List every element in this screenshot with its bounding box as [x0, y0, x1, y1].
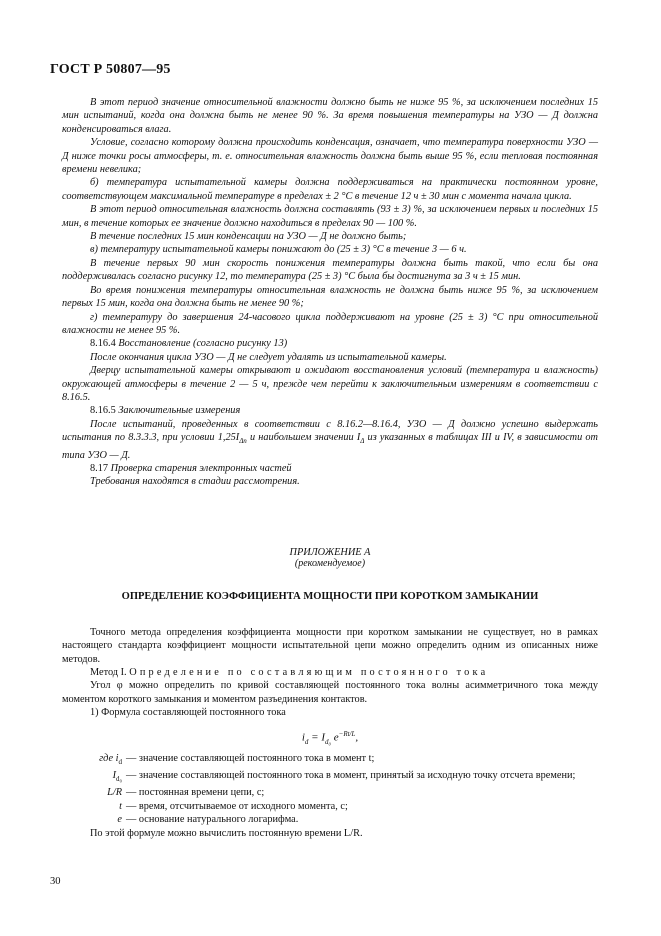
- subscript: Δ: [360, 437, 365, 446]
- formula-exponent: −Rt/L: [338, 729, 356, 738]
- paragraph: Дверцу испытательной камеры открывают и ожидают восстановления условий (температура и влажность) окружающей атмосферы в течение 2 — 5 ч, прежде чем перейти к заключительным измерениям в соответствии с 8.16.5.: [62, 365, 598, 403]
- section-title: Восстановление (согласно рисунку 13): [118, 338, 288, 350]
- paragraph: По этой формуле можно вычислить постоянную времени L/R.: [90, 827, 363, 839]
- text-run: После испытаний, проведенных в соответствии с 8.16.2—8.16.4, УЗО — Д должно успешно выдержать испытания по 8.3.3.3, при условии 1,25I: [62, 418, 598, 444]
- paragraph: В течение первых 90 мин скорость понижения температуры должна быть такой, что если бы она поддерживалась согласно рисунку 12, то температура (25 ± 3) °С была бы достигнута за 3 ч ± 15 мин.: [62, 257, 598, 283]
- section-8-16-4-heading: [62, 337, 598, 350]
- term-text: где i: [99, 752, 119, 764]
- paragraph: Во время понижения температуры относительная влажность не должна быть ниже 95 %, за исключением первых 15 мин, когда она должна быть не менее 90 %;: [62, 284, 598, 310]
- section-8-16-5-heading: [62, 404, 598, 417]
- paragraph: г) температуру до завершения 24-часового цикла поддерживают на уровне (25 ± 3) °С при относительной влажности не менее 95 %.: [62, 311, 598, 336]
- section-number: 8.16.5: [90, 405, 116, 417]
- formula-subscript: d₀: [325, 737, 331, 746]
- definition-row: [62, 786, 598, 799]
- paragraph: б) температура испытательной камеры должна поддерживаться на практически постоянном уровне, соответствующем максимальной температуре в пределах ± 2 °С в течение 12 ч ± 30 мин с момента начала цикла.: [62, 177, 598, 202]
- definition-text: — время, отсчитываемое от исходного момента, с;: [126, 800, 348, 812]
- definition-text: — значение составляющей постоянного тока в момент t;: [126, 752, 375, 764]
- paragraph-final-measurements: [62, 418, 598, 462]
- paragraph: Требования находятся в стадии рассмотрения.: [90, 476, 300, 488]
- formula-part: ,: [355, 731, 359, 744]
- formula-part: e: [330, 731, 339, 744]
- paragraph: В этот период относительная влажность должна составлять (93 ± 3) %, за исключением первых и последних 15 мин, в течение которых ее значение должно находиться в пределах 90 — 100 %.: [62, 204, 598, 229]
- paragraph: в) температуру испытательной камеры понижают до (25 ± 3) °С в течение 3 — 6 ч.: [90, 244, 467, 256]
- paragraph: 1) Формула составляющей постоянного тока: [90, 707, 286, 719]
- appendix-title: ПРИЛОЖЕНИЕ А: [289, 546, 371, 558]
- formula: [62, 730, 598, 746]
- definition-text: — постоянная времени цепи, с;: [126, 787, 265, 799]
- appendix-body: [62, 626, 598, 840]
- term-text: e: [117, 814, 122, 826]
- formula-subscript: d: [304, 737, 309, 746]
- section-number: 8.17: [90, 463, 109, 475]
- definitions-list: [62, 752, 598, 827]
- test-conditions-block: [62, 96, 598, 337]
- section-title: Проверка старения электронных частей: [110, 463, 292, 475]
- definition-text: — основание натурального логарифма.: [126, 814, 299, 826]
- definition-term: [62, 800, 126, 813]
- definition-row: [62, 752, 598, 769]
- section-8-17-heading: [62, 462, 598, 475]
- section-number: 8.16.4: [90, 338, 116, 350]
- term-text: t: [119, 800, 122, 812]
- definition-row: [62, 800, 598, 813]
- term-text: I: [112, 769, 117, 781]
- text-run: из указанных в таблицах III и IV, в зависимости от типа УЗО — Д.: [62, 432, 598, 461]
- text-run: и наибольшем значении I: [246, 432, 361, 444]
- paragraph: Условие, согласно которому должна происходить конденсация, означает, что температура поверхности УЗО — Д ниже точки росы атмосферы, т. е. относительная влажность должна быть выше 95 %, если тепловая постоянная времени невелика;: [62, 137, 598, 176]
- page-number: 30: [50, 876, 61, 887]
- section-title: Заключительные измерения: [118, 405, 241, 417]
- document-header: ГОСТ Р 50807—95: [50, 62, 171, 77]
- definition-text: — значение составляющей постоянного тока в момент, принятый за исходную точку отсчета времени;: [126, 769, 576, 781]
- page-body: [62, 96, 598, 840]
- method-title: Определение по составляющим постоянного тока: [129, 667, 489, 679]
- paragraph: После окончания цикла УЗО — Д не следует удалять из испытательной камеры.: [90, 351, 447, 363]
- definition-term: [62, 786, 126, 799]
- definition-row: [62, 769, 598, 786]
- term-subscript: d: [118, 757, 122, 766]
- definition-term: [62, 752, 126, 769]
- paragraph: Угол φ можно определить по кривой составляющей постоянного тока волны асимметричного тока между моментом короткого замыкания и моментом разъединения контактов.: [62, 680, 598, 705]
- appendix-subtitle: (рекомендуемое): [294, 557, 366, 569]
- paragraph: В течение последних 15 мин конденсации на УЗО — Д не должно быть;: [90, 231, 407, 243]
- formula-part: = I: [308, 731, 326, 744]
- subscript: Δn: [239, 437, 247, 446]
- method-heading: [62, 666, 598, 679]
- definition-term: [62, 769, 126, 786]
- paragraph: Точного метода определения коэффициента мощности при коротком замыкании не существует, но в рамках настоящего стандарта коэффициент мощности испытательной цепи можно определить одним из описанных ниже методов.: [62, 626, 598, 665]
- formula-part: i: [301, 731, 305, 744]
- paragraph: В этот период значение относительной влажности должно быть не ниже 95 %, за исключением последних 15 мин испытаний, когда она должна быть не менее 90 %. За время повышения температуры на УЗО — Д должна конденсироваться влага.: [62, 97, 598, 135]
- method-label: Метод I.: [90, 667, 127, 679]
- term-subscript: d₀: [116, 775, 122, 784]
- definition-term: [62, 813, 126, 826]
- appendix-heading: ОПРЕДЕЛЕНИЕ КОЭФФИЦИЕНТА МОЩНОСТИ ПРИ КОРОТКОМ ЗАМЫКАНИИ: [121, 590, 539, 602]
- definition-row: [62, 813, 598, 826]
- term-text: L/R: [107, 787, 122, 799]
